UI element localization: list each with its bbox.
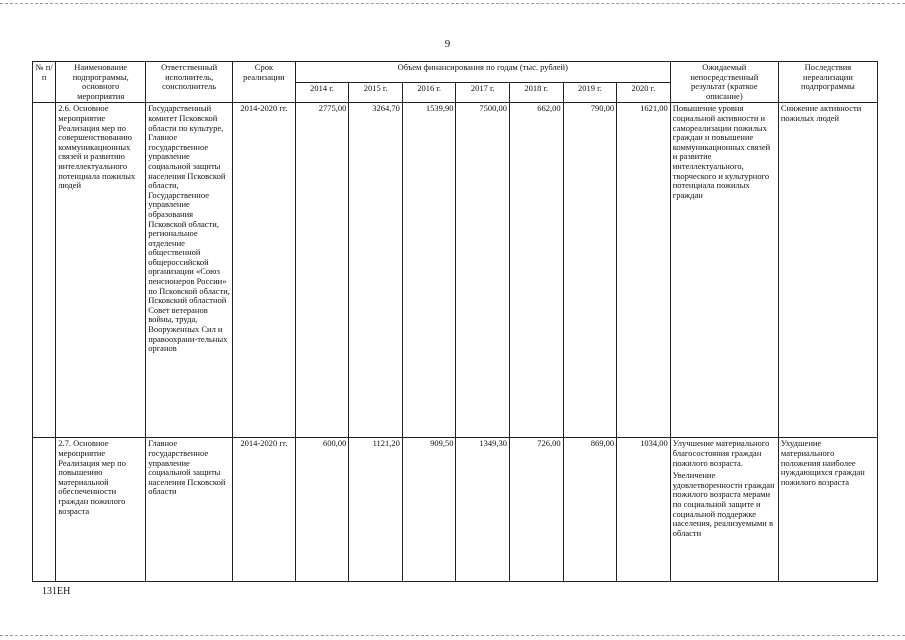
- year-header: 2014 г.: [295, 82, 349, 103]
- header-funding: Объем финансирования по годам (тыс. рублей): [295, 62, 670, 83]
- amount-cell: 1349,30: [456, 438, 510, 582]
- year-header: 2020 г.: [617, 82, 671, 103]
- table-row: [33, 103, 878, 438]
- funding-table: [32, 61, 878, 582]
- amount-cell: 1539,90: [402, 103, 456, 438]
- year-header: 2019 г.: [563, 82, 617, 103]
- amount-cell: 726,00: [510, 438, 564, 582]
- result-text: Повышение уровня социальной активности и самореализации пожилых граждан и повышение коммуникационных связей и развитие интеллектуального, творческого и культурного потенциала пожилых граждан: [672, 103, 771, 200]
- header-name: Наименование подпрограммы, основного мероприятия: [56, 62, 146, 103]
- term-cell: 2014-2020 гг.: [233, 103, 296, 438]
- consequences-cell: Ухудшение материального положения наиболее нуждающихся граждан пожилого возраста: [778, 438, 877, 582]
- year-header: 2018 г.: [510, 82, 564, 103]
- amount-cell: 662,00: [510, 103, 564, 438]
- responsible-cell: Государственный комитет Псковской области по культуре, Главное государственное управление социальной защиты населения Псковской области, Государственное управление образования Псковской области, региональное отделение общественной общероссийской организации «Союз пенсионеров России» по Псковской области, Псковский областной Совет ветеранов войны, труда, Вооруженных Сил и правоохрани-тельных органов: [146, 103, 233, 438]
- term-cell: 2014-2020 гг.: [233, 438, 296, 582]
- header-result: Ожидаемый непосредственный результат (краткое описание): [670, 62, 778, 103]
- amount-cell: 869,00: [563, 438, 617, 582]
- amount-cell: 7500,00: [456, 103, 510, 438]
- page-number: 9: [444, 38, 451, 50]
- result-text: Увеличение удовлетворенности граждан пожилого возраста мерами по социальной защите и социальной поддержке населения, реализуемыми в области: [672, 470, 775, 538]
- year-header: 2015 г.: [349, 82, 403, 103]
- amount-cell: 3264,70: [349, 103, 403, 438]
- scan-edge-bottom: [0, 635, 905, 636]
- measure-name-cell: 2.6. Основное мероприятие Реализация мер по совершенствованию коммуникационных связей и развитию интеллектуального потенциала пожилых людей: [56, 103, 146, 438]
- year-header: 2017 г.: [456, 82, 510, 103]
- amount-cell: 1121,20: [349, 438, 403, 582]
- row-number-cell: [33, 103, 56, 438]
- footer-code: 131EH: [42, 586, 71, 597]
- scan-edge-top: [0, 3, 905, 4]
- result-cell: [670, 438, 778, 582]
- row-number-cell: [33, 438, 56, 582]
- amount-cell: 909,50: [402, 438, 456, 582]
- amount-cell: 2775,00: [295, 103, 349, 438]
- year-header: 2016 г.: [402, 82, 456, 103]
- header-responsible: Ответственный исполнитель, соисполнитель: [146, 62, 233, 103]
- responsible-cell: Главное государственное управление социальной защиты населения Псковской области: [146, 438, 233, 582]
- amount-cell: 600,00: [295, 438, 349, 582]
- header-term: Срок реализации: [233, 62, 296, 103]
- table-row: [33, 438, 878, 582]
- amount-cell: 1034,00: [617, 438, 671, 582]
- header-num: № п/п: [33, 62, 56, 103]
- amount-cell: 790,00: [563, 103, 617, 438]
- header-consequences: Последствия нереализации подпрограммы: [778, 62, 877, 103]
- amount-cell: 1621,00: [617, 103, 671, 438]
- consequences-cell: Снижение активности пожилых людей: [778, 103, 877, 438]
- measure-name-cell: 2.7. Основное мероприятие Реализация мер по повышению материальной обеспеченности граждан пожилого возраста: [56, 438, 146, 582]
- header-row: [33, 62, 878, 83]
- result-cell: [670, 103, 778, 438]
- result-text: Улучшение материального благосостояния граждан пожилого возраста.: [672, 438, 770, 468]
